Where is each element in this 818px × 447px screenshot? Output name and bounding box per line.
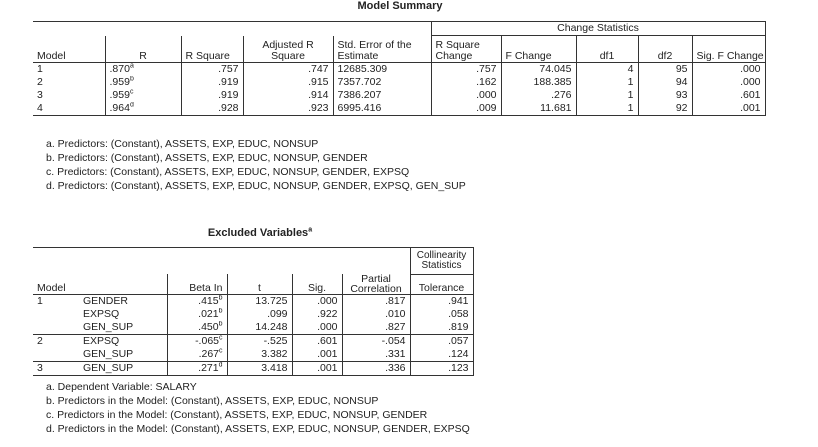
sig-cell: .001	[292, 348, 342, 362]
t-cell: 3.418	[227, 362, 292, 376]
table-row	[33, 89, 765, 102]
col-r-square: R Square	[181, 36, 243, 63]
r-cell: .959$^b$	[105, 76, 181, 89]
tolerance-cell: .124	[410, 348, 473, 362]
model-summary-notes	[46, 137, 466, 193]
variable-cell: EXPSQ	[83, 335, 120, 347]
excluded-title-sup: a	[308, 226, 313, 234]
adj-r-square-cell: .747	[243, 62, 333, 76]
adj-r-square-cell: .915	[243, 76, 333, 89]
sig-cell: .601	[292, 335, 342, 349]
note-c: c. Predictors in the Model: (Constant), ASSETS, EXP, EDUC, NONSUP, GENDER	[46, 409, 428, 421]
beta-in-cell: .450$^b$	[167, 321, 227, 335]
note-d: d. Predictors in the Model: (Constant), ASSETS, EXP, EDUC, NONSUP, GENDER, EXPSQ	[46, 423, 470, 435]
tolerance-cell: .819	[410, 321, 473, 335]
col-collinearity: Collinearity Statistics	[410, 248, 473, 275]
partial-cell: .336	[342, 362, 410, 376]
note-d: d. Predictors: (Constant), ASSETS, EXP, EDUC, NONSUP, GENDER, EXPSQ, GEN_SUP	[46, 180, 466, 192]
col-model: Model	[33, 274, 79, 295]
t-cell: 3.382	[227, 348, 292, 362]
tolerance-cell: .058	[410, 308, 473, 321]
partial-cell: -.054	[342, 335, 410, 349]
beta-in-cell: .271$^d$	[167, 362, 227, 376]
col-df2: df2	[638, 36, 692, 63]
table-row	[33, 76, 765, 89]
df2-cell: 93	[638, 89, 692, 102]
beta-in-cell: .415$^b$	[167, 295, 227, 309]
col-partial: Partial Correlation	[342, 274, 410, 295]
table-row	[33, 62, 765, 76]
sig-f-change-cell: .601	[692, 89, 765, 102]
model-summary-header-row	[33, 36, 765, 63]
model-cell: 4	[33, 102, 105, 116]
model-cell: 1	[37, 295, 43, 307]
variable-cell: GEN_SUP	[79, 348, 167, 362]
std-error-cell: 7357.702	[333, 76, 431, 89]
excluded-header-row	[33, 274, 473, 295]
model-cell	[33, 348, 79, 362]
sig-cell: .001	[292, 362, 342, 376]
excluded-group-header-row	[33, 248, 473, 262]
variable-cell: GEN_SUP	[79, 362, 167, 376]
excluded-variables-table	[33, 247, 474, 376]
df2-cell: 95	[638, 62, 692, 76]
df2-cell: 94	[638, 76, 692, 89]
partial-cell: .331	[342, 348, 410, 362]
partial-cell: .010	[342, 308, 410, 321]
sig-cell: .000	[292, 295, 342, 309]
t-cell: .099	[227, 308, 292, 321]
col-tolerance: Tolerance	[410, 274, 473, 295]
model-cell: 2	[37, 75, 43, 88]
partial-cell: .817	[342, 295, 410, 309]
model-cell: 2	[37, 335, 43, 347]
table-row	[33, 335, 473, 349]
tolerance-cell: .941	[410, 295, 473, 309]
t-cell: 13.725	[227, 295, 292, 309]
table-row	[33, 362, 473, 376]
std-error-cell: 6995.416	[333, 102, 431, 116]
model-cell: 3	[37, 88, 43, 101]
change-statistics-header-row	[33, 22, 765, 36]
beta-in-cell: .267$^c$	[167, 348, 227, 362]
note-a: a. Dependent Variable: SALARY	[46, 381, 197, 393]
table-row	[33, 348, 473, 362]
std-error-cell: 12685.309	[333, 62, 431, 76]
df1-cell: 4	[576, 62, 638, 76]
variable-cell: GENDER	[83, 295, 128, 307]
table-row	[33, 102, 765, 116]
f-change-cell: 188.385	[501, 76, 576, 89]
beta-in-cell: -.065$^c$	[167, 335, 227, 349]
excluded-variables-title	[190, 227, 330, 239]
r-cell: .959$^c$	[105, 89, 181, 102]
adj-r-square-cell: .923	[243, 102, 333, 116]
col-model: Model	[33, 36, 105, 63]
r-sq-change-cell: .000	[431, 89, 501, 102]
beta-in-cell: .021$^b$	[167, 308, 227, 321]
excluded-variables-notes	[46, 380, 470, 436]
col-r: R	[105, 36, 181, 63]
col-std-error: Std. Error of the Estimate	[333, 36, 431, 63]
t-cell: -.525	[227, 335, 292, 349]
tolerance-cell: .057	[410, 335, 473, 349]
r-sq-change-cell: .009	[431, 102, 501, 116]
f-change-cell: 11.681	[501, 102, 576, 116]
table-row	[33, 308, 473, 321]
r-cell: .870$^a$	[105, 62, 181, 76]
note-a: a. Predictors: (Constant), ASSETS, EXP, EDUC, NONSUP	[46, 138, 319, 150]
r-sq-change-cell: .162	[431, 76, 501, 89]
df2-cell: 92	[638, 102, 692, 116]
col-sig: Sig.	[292, 274, 342, 295]
col-adj-r-square: Adjusted R Square	[243, 36, 333, 63]
r-cell: .964$^d$	[105, 102, 181, 116]
model-summary-table	[33, 21, 766, 116]
excluded-title-text: Excluded Variables	[207, 227, 309, 239]
sig-f-change-cell: .000	[692, 76, 765, 89]
r-sq-change-cell: .757	[431, 62, 501, 76]
col-f-change: F Change	[501, 36, 576, 63]
col-sig-f-change: Sig. F Change	[692, 36, 765, 63]
variable-cell: EXPSQ	[83, 308, 120, 320]
sig-cell: .000	[292, 321, 342, 335]
model-cell	[33, 321, 79, 335]
partial-cell: .827	[342, 321, 410, 335]
adj-r-square-cell: .914	[243, 89, 333, 102]
std-error-cell: 7386.207	[333, 89, 431, 102]
model-cell: 3	[33, 362, 79, 376]
r-square-cell: .919	[181, 76, 243, 89]
variable-cell: GEN_SUP	[79, 321, 167, 335]
df1-cell: 1	[576, 102, 638, 116]
note-c: c. Predictors: (Constant), ASSETS, EXP, EDUC, NONSUP, GENDER, EXPSQ	[46, 166, 410, 178]
t-cell: 14.248	[227, 321, 292, 335]
table-row	[33, 321, 473, 335]
model-summary-title: Model Summary	[357, 0, 443, 12]
df1-cell: 1	[576, 89, 638, 102]
sig-f-change-cell: .001	[692, 102, 765, 116]
r-square-cell: .928	[181, 102, 243, 116]
col-r-sq-change: R Square Change	[431, 36, 501, 63]
col-beta-in: Beta In	[167, 274, 227, 295]
f-change-cell: 74.045	[501, 62, 576, 76]
note-b: b. Predictors in the Model: (Constant), ASSETS, EXP, EDUC, NONSUP	[46, 395, 379, 407]
tolerance-cell: .123	[410, 362, 473, 376]
change-statistics-header: Change Statistics	[431, 22, 765, 36]
sig-cell: .922	[292, 308, 342, 321]
model-cell: 1	[37, 62, 43, 75]
col-df1: df1	[576, 36, 638, 63]
col-t: t	[227, 274, 292, 295]
f-change-cell: .276	[501, 89, 576, 102]
r-square-cell: .919	[181, 89, 243, 102]
r-square-cell: .757	[181, 62, 243, 76]
model-cell	[33, 308, 79, 321]
df1-cell: 1	[576, 76, 638, 89]
note-b: b. Predictors: (Constant), ASSETS, EXP, EDUC, NONSUP, GENDER	[46, 152, 368, 164]
sig-f-change-cell: .000	[692, 62, 765, 76]
table-row	[33, 295, 473, 309]
